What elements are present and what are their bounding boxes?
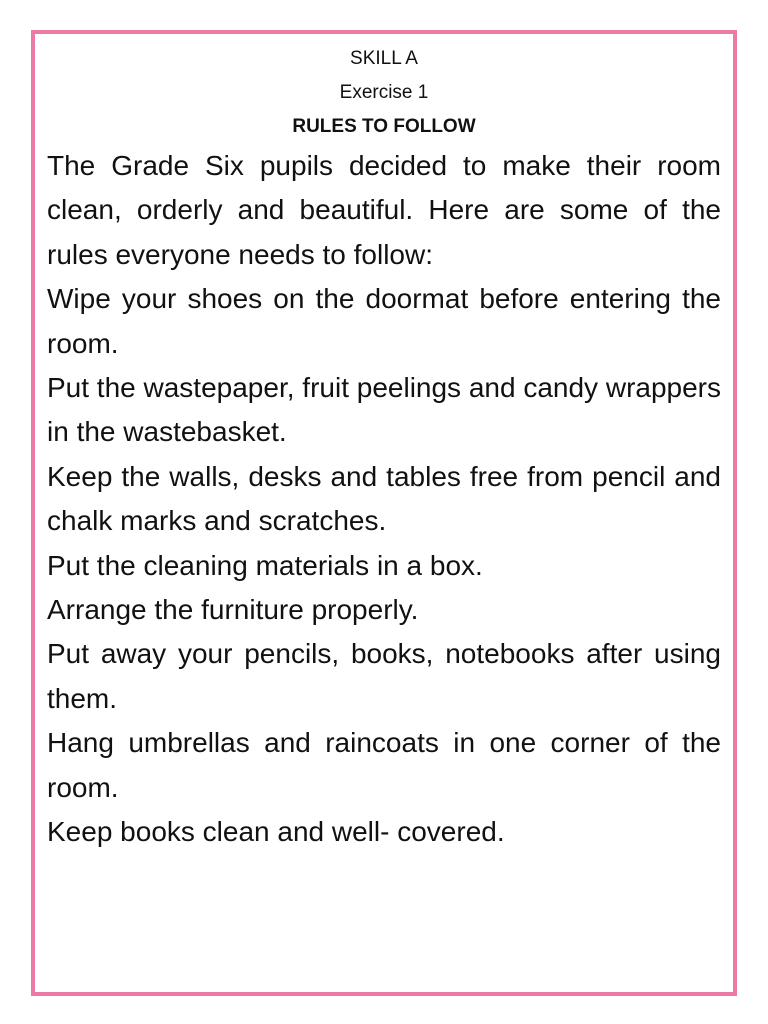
document-body	[47, 144, 721, 855]
page-title: RULES TO FOLLOW	[292, 116, 476, 137]
exercise-label: Exercise 1	[339, 82, 429, 103]
rule-item: Put the wastepaper, fruit peelings and candy wrappers in the wastebasket.	[47, 372, 721, 448]
rule-item: Keep the walls, desks and tables free from pencil and chalk marks and scratches.	[47, 460, 721, 537]
rule-item: Arrange the furniture properly.	[47, 594, 419, 626]
rule-item: Put the cleaning materials in a box.	[47, 549, 483, 581]
skill-label: SKILL A	[350, 48, 418, 69]
rule-item: Keep books clean and well- covered.	[47, 816, 505, 848]
rule-item: Put away your pencils, books, notebooks after using them.	[47, 638, 721, 714]
rule-item: Wipe your shoes on the doormat before entering the room.	[47, 283, 721, 359]
intro-paragraph: The Grade Six pupils decided to make their room clean, orderly and beautiful. Here are some of the rules everyone needs to follow:	[47, 150, 721, 270]
rule-item: Hang umbrellas and raincoats in one corner of the room.	[47, 727, 721, 803]
